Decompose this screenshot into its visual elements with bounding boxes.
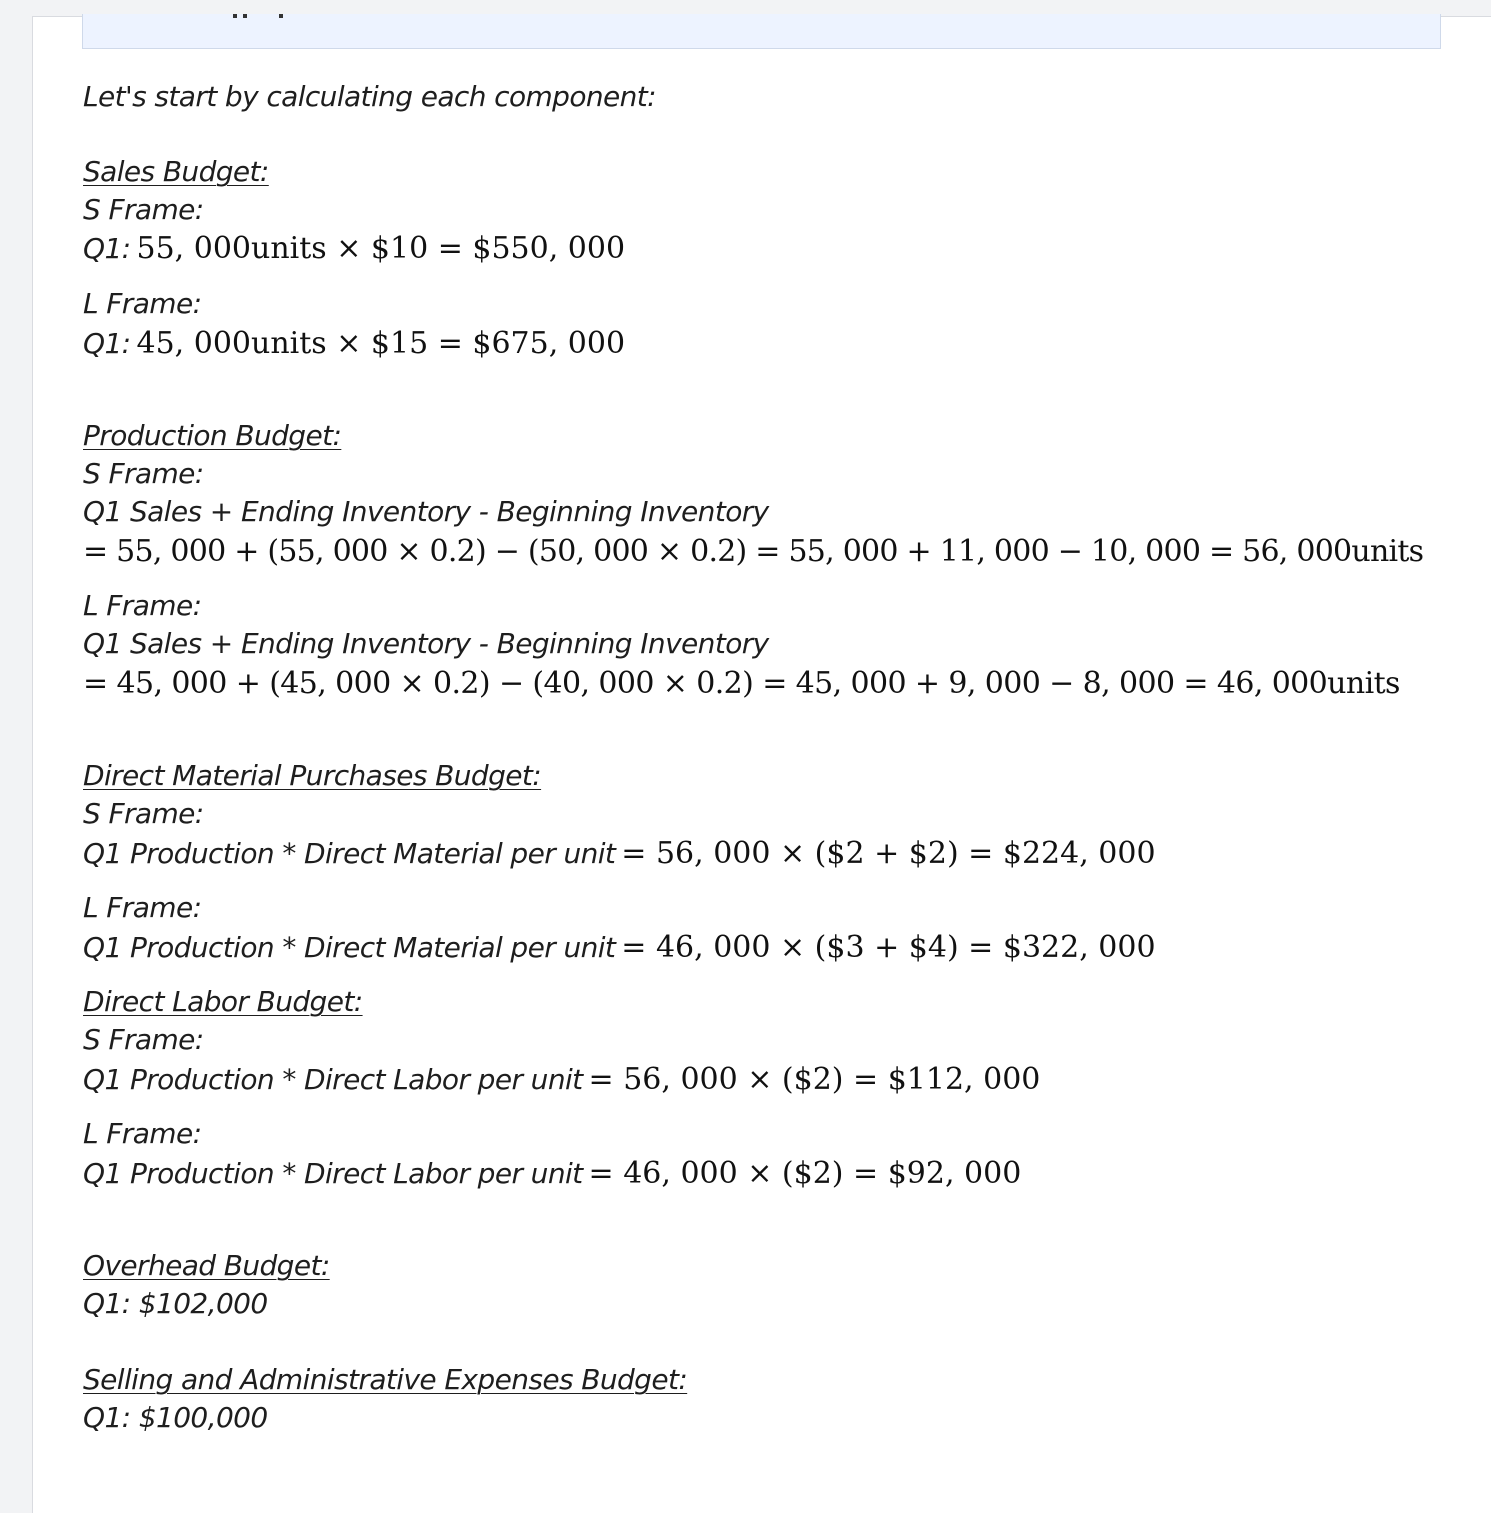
production-s-frame-equation: = 55, 000 + (55, 000 × 0.2) − (50, 000 × 0.2) = 55, 000 + 11, 000 − 10, 000 = 56, 000units [83,534,1424,569]
production-l-frame-formula: Q1 Sales + Ending Inventory - Beginning Inventory [83,627,769,660]
production-s-frame-formula: Q1 Sales + Ending Inventory - Beginning Inventory [83,495,769,528]
production-l-frame-label: L Frame: [83,589,202,622]
materials-l-frame-line [83,929,1156,967]
materials-l-frame-label: L Frame: [83,891,202,924]
labor-l-frame-equation: = 46, 000 × ($2) = $92, 000 [588,1156,1022,1191]
materials-s-frame-equation: = 56, 000 × ($2 + $2) = $224, 000 [621,836,1156,871]
production-l-frame-equation: = 45, 000 + (45, 000 × 0.2) − (40, 000 × 0.2) = 45, 000 + 9, 000 − 8, 000 = 46, 000units [83,666,1400,701]
clipped-text-fragment [233,14,293,20]
labor-l-frame-line [83,1155,1021,1193]
overhead-budget-heading: Overhead Budget: [83,1249,330,1282]
labor-s-frame-label: S Frame: [83,1023,204,1056]
materials-budget-heading: Direct Material Purchases Budget: [83,759,542,792]
production-budget-heading: Production Budget: [83,419,342,452]
labor-s-frame-text: Q1 Production * Direct Labor per unit [83,1063,583,1096]
materials-s-frame-line [83,835,1156,873]
intro-text: Let's start by calculating each component: [83,80,656,113]
overhead-q1: Q1: $102,000 [83,1287,268,1320]
labor-s-frame-equation: = 56, 000 × ($2) = $112, 000 [588,1062,1041,1097]
production-s-frame-label: S Frame: [83,457,204,490]
q1-label: Q1: [83,232,131,265]
materials-s-frame-text: Q1 Production * Direct Material per unit [83,837,616,870]
sales-s-frame-equation: 55, 000units × $10 = $550, 000 [136,231,626,266]
sales-l-frame-label: L Frame: [83,287,202,320]
materials-l-frame-text: Q1 Production * Direct Material per unit [83,931,616,964]
labor-l-frame-label: L Frame: [83,1117,202,1150]
materials-l-frame-equation: = 46, 000 × ($3 + $4) = $322, 000 [621,930,1156,965]
selling-admin-q1: Q1: $100,000 [83,1401,268,1434]
sales-l-frame-q1 [83,325,625,363]
labor-l-frame-text: Q1 Production * Direct Labor per unit [83,1157,583,1190]
selling-admin-budget-heading: Selling and Administrative Expenses Budget: [83,1363,688,1396]
previous-step-box [82,14,1441,49]
sales-l-frame-equation: 45, 000units × $15 = $675, 000 [136,326,626,361]
materials-s-frame-label: S Frame: [83,797,204,830]
labor-budget-heading: Direct Labor Budget: [83,985,363,1018]
sales-s-frame-q1 [83,230,625,268]
sales-budget-heading: Sales Budget: [83,155,269,188]
labor-s-frame-line [83,1061,1040,1099]
sales-s-frame-label: S Frame: [83,193,204,226]
q1-label: Q1: [83,327,131,360]
